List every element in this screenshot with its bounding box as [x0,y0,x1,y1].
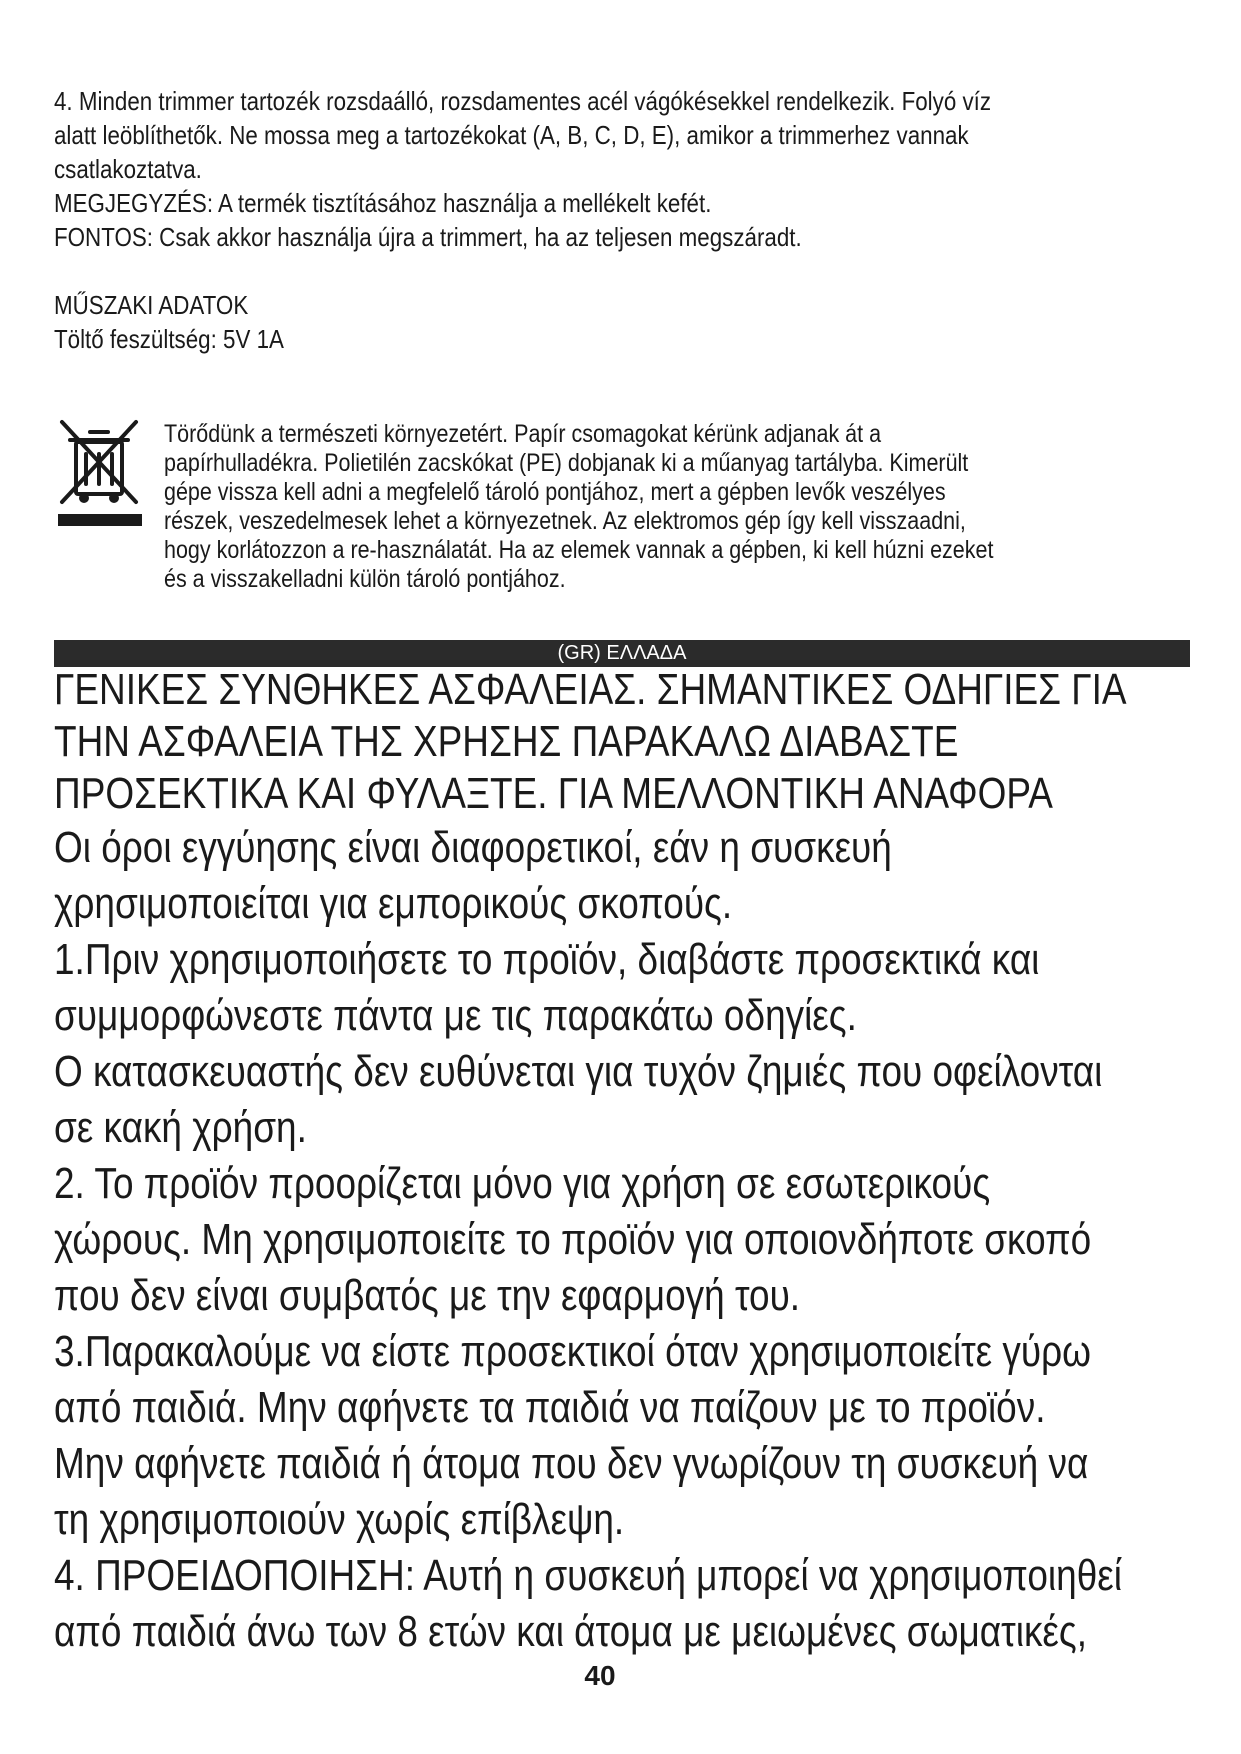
hu-note: MEGJEGYZÉS: A termék tisztításához használja a mellékelt kefét. [54,188,712,218]
hu-item4-line-3: csatlakoztatva. [54,154,202,184]
hu-tech-heading: MŰSZAKI ADATOK [54,290,249,320]
language-section-bar: (GR) ΕΛΛΑΔΑ [54,640,1190,667]
gr-body-line-6: σε κακή χρήση. [54,1103,307,1152]
hungarian-section [54,84,1009,356]
env-line-1: Törődünk a természeti környezetért. Papír csomagokat kérünk adjanak át a [164,420,882,448]
gr-body-line-11: από παιδιά. Μην αφήνετε τα παιδιά να παίζουν με το προϊόν. [54,1383,1046,1432]
gr-title-line-3: ΠΡΟΣΕΚΤΙΚΑ ΚΑΙ ΦΥΛΑΞΤΕ. ΓΙΑ ΜΕΛΛΟΝΤΙΚΗ ΑΝΑΦΟΡΑ [54,769,1053,818]
crossed-out-wheelie-bin-icon [58,418,142,530]
gr-body-line-10: 3.Παρακαλούμε να είστε προσεκτικοί όταν χρησιμοποιείτε γύρω [54,1327,1091,1376]
hu-tech-voltage: Töltő feszültség: 5V 1A [54,324,284,354]
gr-body-line-5: Ο κατασκευαστής δεν ευθύνεται για τυχόν ζημιές που οφείλονται [54,1047,1103,1096]
page-number: 40 [584,1660,616,1691]
gr-body-line-1: Οι όροι εγγύησης είναι διαφορετικοί, εάν η συσκευή [54,823,892,872]
gr-body-line-4: συμμορφώνεστε πάντα με τις παρακάτω οδηγίες. [54,991,857,1040]
env-line-3: gépe vissza kell adni a megfelelő tároló pontjához, mert a gépben levők veszélyes [164,478,946,506]
env-line-2: papírhulladékra. Polietilén zacskókat (PE) dobjanak ki a műanyag tartályba. Kimerült [164,449,969,477]
gr-body-line-12: Μην αφήνετε παιδιά ή άτομα που δεν γνωρίζουν τη συσκευή να [54,1439,1089,1488]
gr-body-line-7: 2. Το προϊόν προορίζεται μόνο για χρήση σε εσωτερικούς [54,1159,991,1208]
spacer [54,254,1009,288]
env-line-6: és a visszakelladni külön tároló pontjához. [164,565,566,593]
env-line-4: részek, veszedelmesek lehet a környezetnek. Az elektromos gép így kell visszaadni, [164,507,966,535]
hu-item4-line-2: alatt leöblíthetők. Ne mossa meg a tartozékokat (A, B, C, D, E), amikor a trimmerhez vannak [54,120,969,150]
weee-symbol-graphic [58,418,142,530]
gr-body-line-13: τη χρησιμοποιούν χωρίς επίβλεψη. [54,1495,625,1544]
gr-body-line-3: 1.Πριν χρησιμοποιήσετε το προϊόν, διαβάστε προσεκτικά και [54,935,1040,984]
gr-body-line-15: από παιδιά άνω των 8 ετών και άτομα με μειωμένες σωματικές, [54,1607,1087,1656]
gr-body-line-14: 4. ΠΡΟΕΙΔΟΠΟΙΗΣΗ: Αυτή η συσκευή μπορεί να χρησιμοποιηθεί [54,1551,1122,1600]
environment-notice [164,420,1144,594]
gr-body-line-8: χώρους. Μη χρησιμοποιείτε το προϊόν για οποιονδήποτε σκοπό [54,1215,1092,1264]
hu-item4-line-1: 4. Minden trimmer tartozék rozsdaálló, rozsdamentes acél vágókésekkel rendelkezik. Folyó víz [54,86,992,116]
gr-body-line-2: χρησιμοποιείται για εμπορικούς σκοπούς. [54,879,733,928]
gr-title-line-1: ΓΕΝΙΚΕΣ ΣΥΝΘΗΚΕΣ ΑΣΦΑΛΕΙΑΣ. ΣΗΜΑΝΤΙΚΕΣ ΟΔΗΓΙΕΣ ΓΙΑ [54,665,1127,714]
gr-body-line-9: που δεν είναι συμβατός με την εφαρμογή του. [54,1271,801,1320]
greek-section [54,664,1213,1660]
gr-title-line-2: ΤΗΝ ΑΣΦΑΛΕΙΑ ΤΗΣ ΧΡΗΣΗΣ ΠΑΡΑΚΑΛΩ ΔΙΑΒΑΣΤΕ [54,717,959,766]
hu-important: FONTOS: Csak akkor használja újra a trimmert, ha az teljesen megszáradt. [54,222,802,252]
env-line-5: hogy korlátozzon a re-használatát. Ha az elemek vannak a gépben, ki kell húzni ezeket [164,536,994,564]
